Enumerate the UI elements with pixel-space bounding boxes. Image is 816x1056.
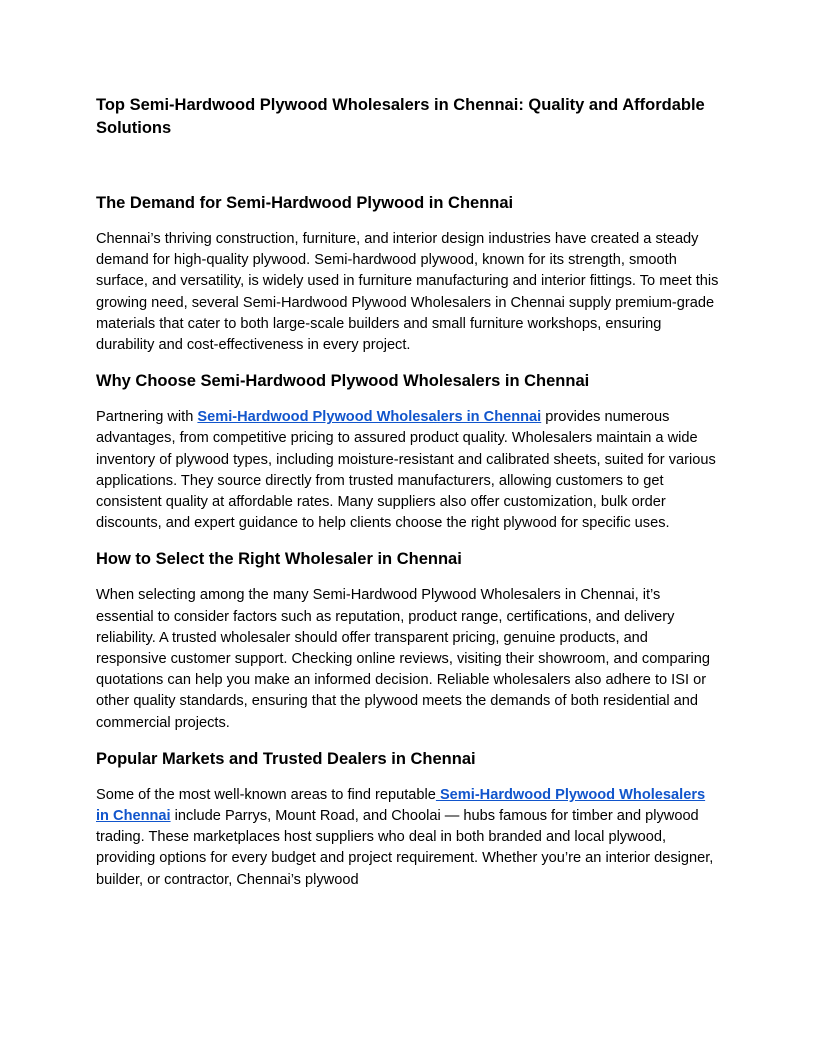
paragraph-text: Partnering with [96,409,198,426]
section-paragraph-demand: Chennai’s thriving construction, furniture, and interior design industries have created a steady demand for high-quality plywood. Semi-hardwood plywood, known for its strength, smooth surface, and versatility, is widely used in furniture manufacturing and interior fittings. To meet this growing need, several Semi-Hardwood Plywood Wholesalers in Chennai supply premium-grade materials that cater to both large-scale builders and small furniture workshops, ensuring durability and cost-effectiveness in every project. [96,231,719,354]
paragraph-text: Some of the most well-known areas to find reputable [96,786,436,803]
paragraph-text: include Parrys, Mount Road, and Choolai — hubs famous for timber and plywood trading. These marketplaces host suppliers who deal in both branded and local plywood, providing options for every budget and project requirement. Whether you’re an interior designer, builder, or contractor, Chennai’s plywood [96,808,714,888]
wholesalers-link[interactable]: Semi-Hardwood Plywood Wholesalers in Chennai [96,786,706,825]
paragraph-text: provides numerous advantages, from competitive pricing to assured product quality. Wholesalers maintain a wide inventory of plywood types, including moisture-resistant and calibrated sheets, suited for various applications. They source directly from trusted manufacturers, allowing customers to get consistent quality at affordable rates. Many suppliers also offer customization, bulk order discounts, and expert guidance to help clients choose the right plywood for specific uses. [96,409,716,532]
section-paragraph-popular-markets [96,785,720,891]
section-paragraph-why-choose [96,407,720,534]
document-title: Top Semi-Hardwood Plywood Wholesalers in Chennai: Quality and Affordable Solutions [96,96,705,137]
section-heading-demand: The Demand for Semi-Hardwood Plywood in Chennai [96,194,514,212]
wholesalers-link[interactable]: Semi-Hardwood Plywood Wholesalers in Chennai [197,409,542,426]
section-paragraph-how-to-select: When selecting among the many Semi-Hardwood Plywood Wholesalers in Chennai, it’s essential to consider factors such as reputation, product range, certifications, and delivery reliability. A trusted wholesaler should offer transparent pricing, genuine products, and responsive customer support. Checking online reviews, visiting their showroom, and comparing quotations can help you make an informed decision. Reliable wholesalers also adhere to ISI or other quality standards, ensuring that the plywood meets the demands of both residential and commercial projects. [96,587,711,731]
section-heading-why-choose: Why Choose Semi-Hardwood Plywood Wholesalers in Chennai [96,372,590,391]
section-heading-how-to-select: How to Select the Right Wholesaler in Chennai [96,550,462,569]
document-page [96,94,720,905]
section-heading-popular-markets: Popular Markets and Trusted Dealers in Chennai [96,749,476,768]
